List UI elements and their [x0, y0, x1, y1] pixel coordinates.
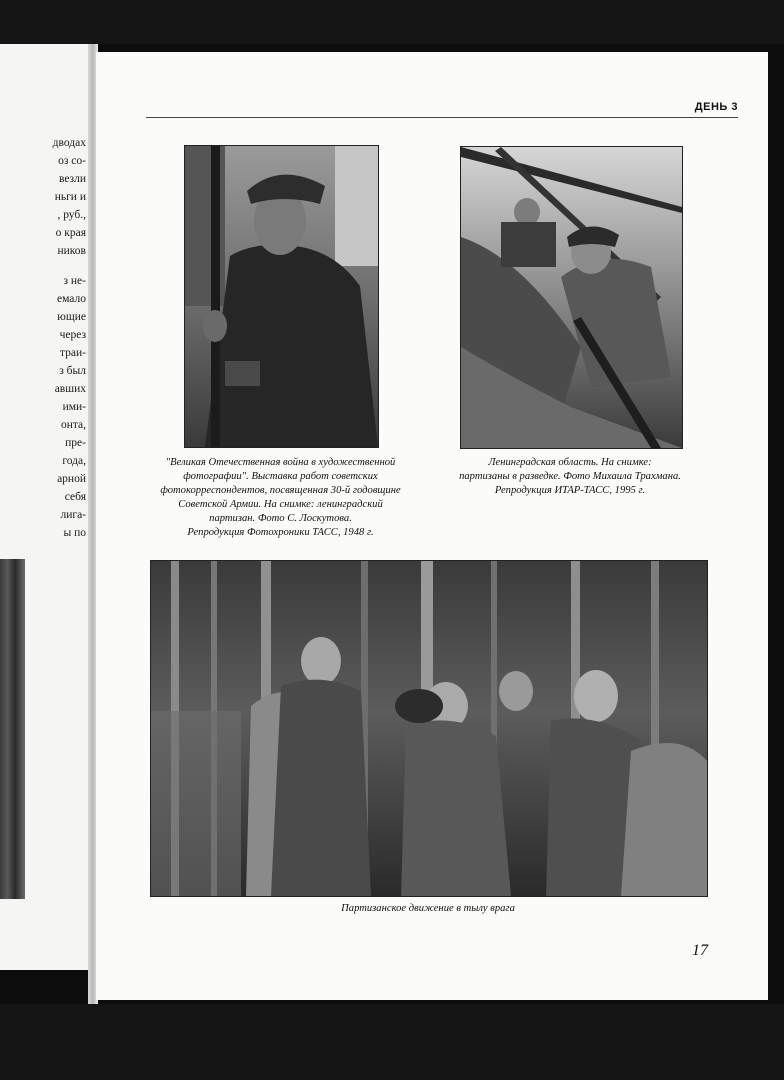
text-fragment: ников: [57, 245, 86, 257]
text-fragment: з не-: [63, 275, 86, 287]
text-fragment: себя: [64, 491, 86, 503]
caption-line: фотографии". Выставка работ советских: [183, 471, 378, 482]
text-fragment: оз со-: [58, 155, 86, 167]
text-fragment: лига-: [60, 509, 86, 521]
caption-line: Партизанское движение в тылу врага: [341, 903, 515, 914]
page-number: 17: [692, 942, 708, 959]
caption-line: Репродукция Фотохроники ТАСС, 1948 г.: [187, 527, 374, 538]
running-header: ДЕНЬ 3: [694, 101, 738, 113]
text-fragment: ющие: [57, 311, 86, 323]
text-fragment: з был: [59, 365, 86, 377]
left-page: [0, 44, 92, 970]
text-fragment: траи-: [59, 347, 86, 359]
text-fragment: ы по: [63, 527, 86, 539]
right-page: [96, 52, 768, 1000]
text-fragment: через: [59, 329, 86, 341]
text-fragment: пре-: [65, 437, 86, 449]
text-fragment: , руб.,: [57, 209, 86, 221]
caption-line: "Великая Отечественная война в художественной: [165, 457, 396, 468]
text-fragment: везли: [58, 173, 86, 185]
caption-line: Репродукция ИТАР-ТАСС, 1995 г.: [494, 485, 646, 496]
text-fragment: онта,: [60, 419, 86, 431]
caption-line: партизан. Фото С. Лоскутова.: [209, 513, 352, 524]
photo-partisans-reconnaissance: [460, 146, 683, 449]
caption-line: фотокорреспондентов, посвященная 30-й годовщине: [160, 485, 401, 496]
caption-partisans-reconnaissance: [436, 456, 704, 498]
header-rule: [146, 117, 738, 118]
caption-line: Советской Армии. На снимке: ленинградский: [178, 499, 383, 510]
photo-partisan-movement: [150, 560, 708, 897]
text-fragment: года,: [62, 455, 86, 467]
scan-background: [0, 0, 784, 44]
text-fragment: арной: [57, 473, 86, 485]
text-fragment: ими-: [62, 401, 86, 413]
caption-partisan-portrait: [148, 456, 413, 540]
photo-partisan-portrait: [184, 145, 379, 448]
text-fragment: авших: [54, 383, 86, 395]
scan-background-bottom: [0, 1004, 784, 1080]
text-fragment: о края: [55, 227, 86, 239]
left-page-photo-fragment: [0, 559, 25, 899]
text-fragment: ньги и: [54, 191, 86, 203]
text-fragment: емало: [57, 293, 86, 305]
caption-partisan-movement: [150, 902, 706, 916]
caption-line: Ленинградская область. На снимке:: [488, 457, 652, 468]
text-fragment: дводах: [52, 137, 86, 149]
caption-line: партизаны в разведке. Фото Михаила Трахмана.: [459, 471, 681, 482]
